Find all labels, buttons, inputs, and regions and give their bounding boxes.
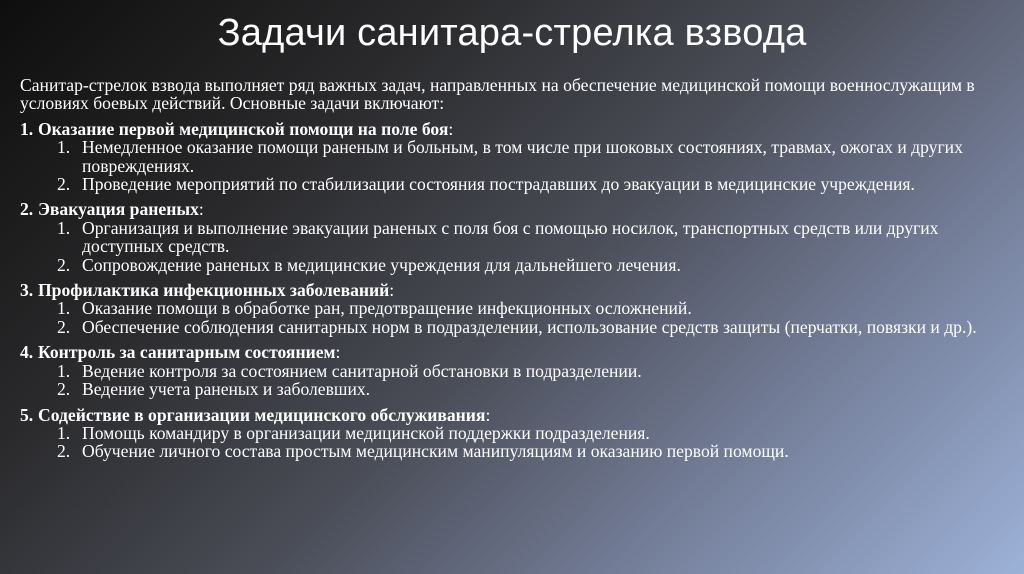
list-item [20,442,1010,460]
section-heading [20,281,1010,299]
section-title: Эвакуация раненых [38,199,199,220]
section-title-wrap [38,120,453,138]
item-text: Немедленное оказание помощи раненым и больным, в том числе при шоковых состояниях, травмах, ожогах и других повреждениях. [82,137,963,176]
item-text: Помощь командиру в организации медицинской поддержки подразделения. [82,422,650,443]
item-text: Ведение учета раненых и заболевших. [82,379,371,400]
section-heading [20,343,1010,361]
list-item [20,380,1010,398]
section-title: Контроль за санитарным состоянием [38,342,336,363]
item-text: Сопровождение раненых в медицинские учреждения для дальнейшего лечения. [82,254,681,275]
section-title-wrap [38,406,490,424]
section-heading [20,120,1010,138]
section-number: 4. [20,342,34,363]
section-2 [20,200,1010,274]
list-item [20,175,1010,193]
section-title-wrap [38,343,340,361]
item-number: 2. [57,254,71,275]
item-number: 2. [57,316,71,337]
item-number: 2. [57,174,71,195]
section-number: 3. [20,280,34,301]
list-item [20,362,1010,380]
section-colon: : [198,199,204,220]
item-number: 1. [57,298,71,319]
item-number: 2. [57,379,71,400]
list-item [20,318,1010,336]
section-colon: : [448,118,454,139]
section-title-wrap [38,281,394,299]
slide-title: Задачи санитара-стрелка взвода [217,12,807,54]
section-number: 2. [20,199,34,220]
section-heading [20,406,1010,424]
list-item [20,424,1010,442]
intro-paragraph: Санитар-стрелок взвода выполняет ряд важных задач, направленных на обеспечение медицинской помощи военнослужащим в условиях боевых действий. Основные задачи включают: [20,75,975,114]
item-number: 1. [57,422,71,443]
list-item [20,219,1010,256]
section-colon: : [335,342,341,363]
section-title: Профилактика инфекционных заболеваний [38,280,390,301]
item-number: 1. [57,217,71,238]
item-number: 1. [57,360,71,381]
section-1 [20,120,1010,194]
section-number: 5. [20,404,34,425]
item-number: 1. [57,137,71,158]
slide-content [20,76,1010,461]
list-item [20,138,1010,175]
item-text: Ведение контроля за состоянием санитарной обстановки в подразделении. [82,360,642,381]
section-number: 1. [20,118,34,139]
item-number: 2. [57,441,71,462]
section-title: Оказание первой медицинской помощи на поле боя [38,118,449,139]
item-text: Обучение личного состава простым медицинским манипуляциям и оказанию первой помощи. [82,441,789,462]
list-item [20,256,1010,274]
section-colon: : [485,404,491,425]
item-text: Организация и выполнение эвакуации раненых с поля боя с помощью носилок, транспортных средств или других доступных средств. [82,217,939,257]
section-5 [20,406,1010,461]
item-text: Обеспечение соблюдения санитарных норм в подразделении, использование средств защиты (перчатки, повязки и др.). [82,316,977,337]
section-4 [20,343,1010,398]
section-title-wrap [38,200,204,218]
section-title: Содействие в организации медицинского обслуживания [38,404,486,425]
section-heading [20,200,1010,218]
section-colon: : [389,280,395,301]
list-item [20,299,1010,317]
section-3 [20,281,1010,336]
item-text: Проведение мероприятий по стабилизации состояния пострадавших до эвакуации в медицинские учреждения. [82,174,915,195]
item-text: Оказание помощи в обработке ран, предотвращение инфекционных осложнений. [82,298,692,319]
